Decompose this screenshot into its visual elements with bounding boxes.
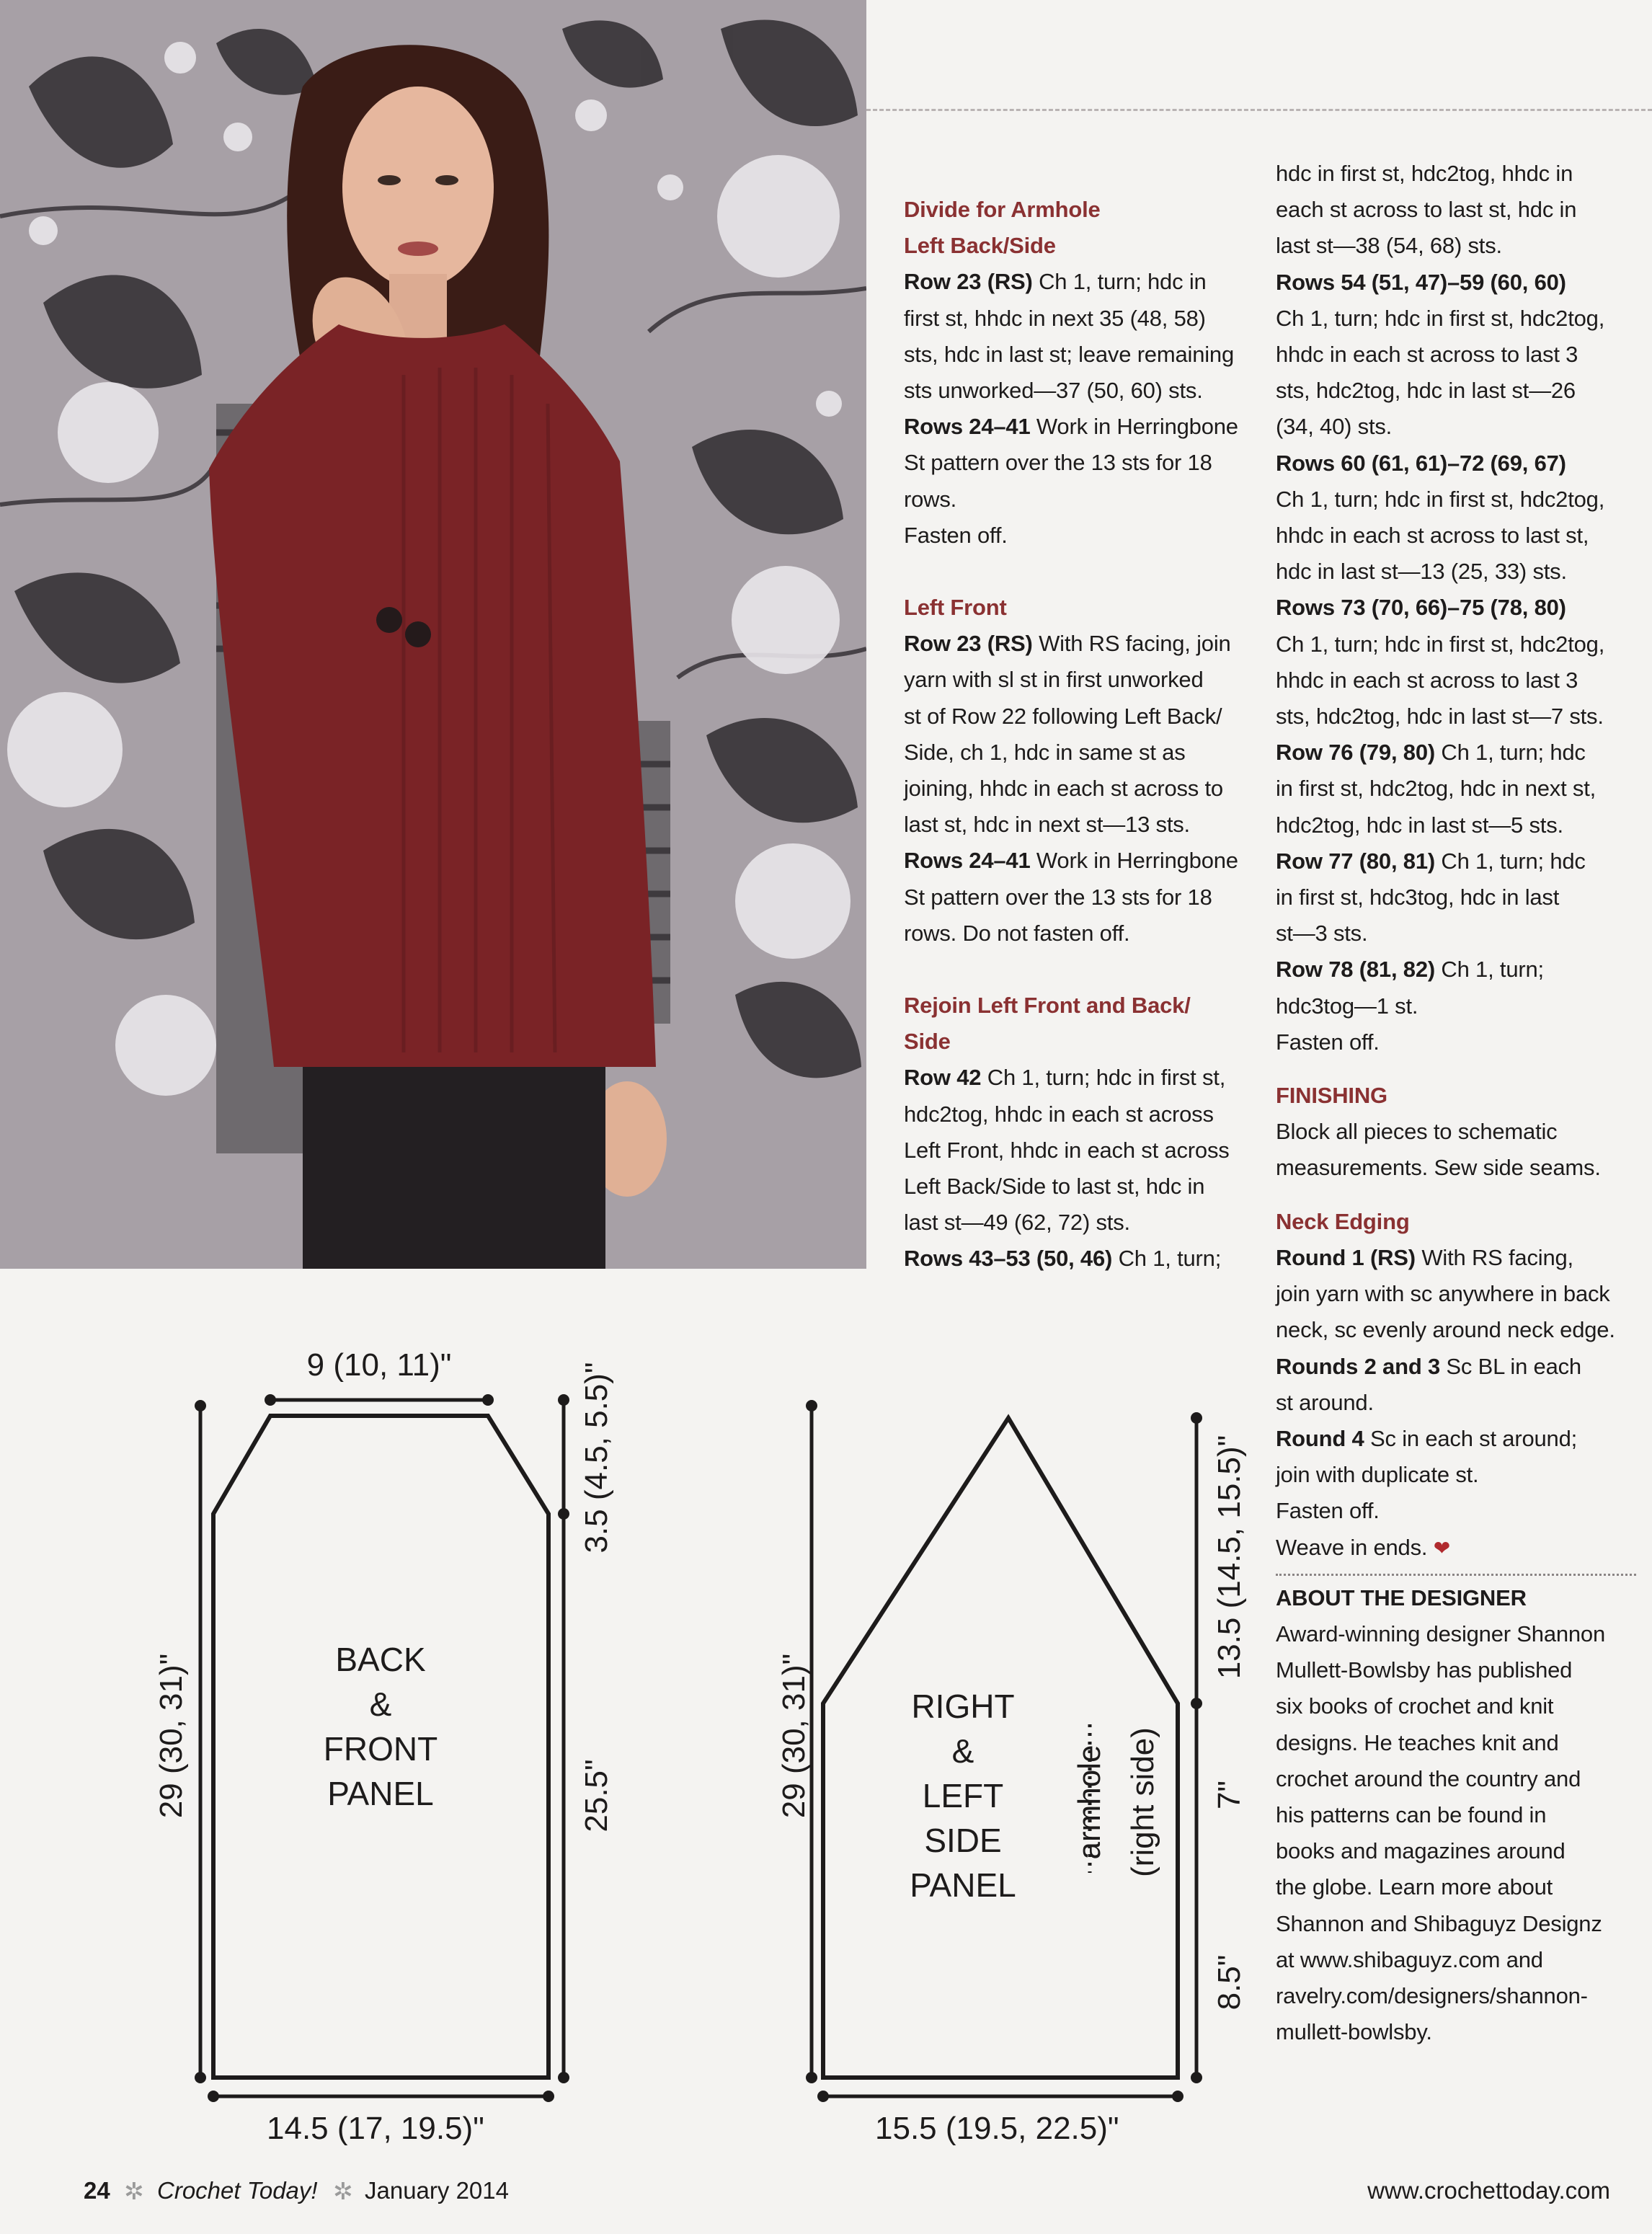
instruction-line: sts unworked—37 (50, 60) sts.: [904, 378, 1203, 404]
instruction-line: Fasten off.: [904, 522, 1008, 548]
instruction-line: hdc2tog, hhdc in each st across: [904, 1101, 1214, 1127]
row-label: Rows 60 (61, 61)–72 (69, 67): [1276, 450, 1566, 476]
instruction-line: hdc in last st—13 (25, 33) sts.: [1276, 559, 1567, 585]
instruction-line: Row 77 (80, 81) Ch 1, turn; hdc: [1276, 848, 1586, 874]
designer-line: mullett-bowlsby.: [1276, 2019, 1432, 2045]
instruction-line: rows.: [904, 486, 957, 512]
visible-schematic: [0, 1269, 866, 2134]
instruction-line: st around.: [1276, 1389, 1374, 1415]
instruction-line: Side, ch 1, hdc in same st as: [904, 739, 1186, 765]
side-panel-schematic: [793, 1269, 1254, 2134]
instruction-line: Fasten off.: [1276, 1498, 1380, 1524]
side-top-dim-label: 13.5 (14.5, 15.5)": [1212, 1435, 1247, 1680]
instruction-line: Rows 24–41 Work in Herringbone: [904, 848, 1238, 874]
dim-point: [1191, 1698, 1202, 1709]
heading-rejoin: Rejoin Left Front and Back/: [904, 993, 1191, 1019]
gear-icon: ✲: [124, 2178, 144, 2204]
heading-left-front: Left Front: [904, 595, 1007, 621]
side-bottom-width-label: 15.5 (19.5, 22.5)": [875, 2111, 1119, 2146]
dim-point: [195, 1400, 206, 1411]
heading-divide-armhole: Divide for Armhole: [904, 197, 1101, 222]
instruction-line: each st across to last st, hdc in: [1276, 197, 1577, 223]
instruction-line: last st—38 (54, 68) sts.: [1276, 233, 1502, 259]
instruction-line: Row 76 (79, 80) Ch 1, turn; hdc: [1276, 740, 1586, 766]
armhole-sub-label: (right side): [1125, 1727, 1160, 1877]
armhole-label: armhole: [1072, 1745, 1107, 1860]
side-label-1: RIGHT: [911, 1688, 1015, 1725]
website-link[interactable]: www.crochettoday.com: [1367, 2177, 1610, 2204]
page-footer: [0, 2163, 1652, 2206]
row-label: Rows 54 (51, 47)–59 (60, 60): [1276, 269, 1566, 295]
instruction-line: Rows 43–53 (50, 46) Ch 1, turn;: [904, 1246, 1222, 1272]
side-height-label-svg: [764, 1269, 822, 2134]
designer-line: his patterns can be found in: [1276, 1801, 1547, 1827]
instruction-line: Ch 1, turn; hdc in first st, hdc2tog,: [1276, 305, 1605, 331]
side-lower-dim-label: 8.5": [1212, 1954, 1247, 2011]
designer-divider: [1276, 1574, 1636, 1576]
instruction-line: Fasten off.: [1276, 1029, 1380, 1055]
designer-line: designs. He teaches knit and: [1276, 1729, 1559, 1755]
back-height: 29 (30, 31)": [154, 1653, 189, 1819]
instruction-line: Row 78 (81, 82) Ch 1, turn;: [1276, 957, 1544, 983]
instruction-line: last st—49 (62, 72) sts.: [904, 1210, 1130, 1236]
heading-about-designer: ABOUT THE DESIGNER: [1276, 1584, 1527, 1610]
instruction-line: joining, hhdc in each st across to: [904, 776, 1223, 802]
instruction-line: St pattern over the 13 sts for 18: [904, 450, 1212, 476]
back-side-length: 25.5": [579, 1759, 614, 1832]
instruction-line: st—3 sts.: [1276, 921, 1368, 947]
instruction-line: in first st, hdc2tog, hdc in next st,: [1276, 776, 1597, 802]
instruction-line: Ch 1, turn; hdc in first st, hdc2tog,: [1276, 631, 1605, 657]
dim-point: [1172, 2091, 1184, 2102]
instruction-line: sts, hdc in last st; leave remaining: [904, 341, 1235, 367]
side-label-4: SIDE: [924, 1822, 1002, 1859]
heading-rejoin-cont: Side: [904, 1029, 951, 1055]
dim-point: [543, 2091, 554, 2102]
designer-line: ravelry.com/designers/shannon-: [1276, 1982, 1588, 2008]
row-label: Rows 73 (70, 66)–75 (78, 80): [1276, 595, 1566, 621]
instruction-line: Rows 24–41 Work in Herringbone: [904, 414, 1238, 440]
instruction-line: in first st, hdc3tog, hdc in last: [1276, 885, 1560, 910]
instruction-line: Left Front, hhdc in each st across: [904, 1137, 1230, 1163]
instruction-line: hdc in first st, hdc2tog, hhdc in: [1276, 161, 1573, 186]
designer-line: Mullett-Bowlsby has published: [1276, 1657, 1573, 1683]
designer-line: the globe. Learn more about: [1276, 1874, 1553, 1900]
designer-line: Award-winning designer Shannon: [1276, 1621, 1606, 1646]
dim-point: [558, 2072, 569, 2083]
instruction-line: hhdc in each st across to last 3: [1276, 667, 1578, 693]
dim-point: [208, 2091, 219, 2102]
back-top-width: 9 (10, 11)": [306, 1347, 452, 1383]
instruction-line: hdc2tog, hdc in last st—5 sts.: [1276, 812, 1563, 838]
instruction-line: Ch 1, turn; hdc in first st, hdc2tog,: [1276, 486, 1605, 512]
dim-point: [558, 1394, 569, 1406]
instruction-line: hhdc in each st across to last 3: [1276, 342, 1578, 368]
instruction-line: first st, hhdc in next 35 (48, 58): [904, 305, 1206, 331]
side-label-3: LEFT: [922, 1777, 1004, 1814]
instruction-line: rows. Do not fasten off.: [904, 920, 1130, 946]
pattern-column-2: [1276, 156, 1636, 2050]
heading-left-back-side: Left Back/Side: [904, 233, 1056, 259]
side-height-label: 29 (30, 31)": [776, 1653, 812, 1819]
instruction-line: st of Row 22 following Left Back/: [904, 703, 1222, 729]
back-label-2: &: [369, 1685, 392, 1723]
heading-finishing: FINISHING: [1276, 1083, 1387, 1109]
instruction-line: measurements. Sew side seams.: [1276, 1155, 1601, 1181]
instruction-line: hhdc in each st across to last st,: [1276, 523, 1589, 549]
designer-line: Shannon and Shibaguyz Designz: [1276, 1910, 1602, 1936]
instruction-line: Left Back/Side to last st, hdc in: [904, 1174, 1205, 1200]
instruction-line: Row 23 (RS) Ch 1, turn; hdc in: [904, 269, 1207, 295]
issue-date: January 2014: [365, 2177, 509, 2204]
dim-point: [1191, 2072, 1202, 2083]
instruction-line: Row 23 (RS) With RS facing, join: [904, 631, 1231, 657]
pattern-column-1: [904, 192, 1264, 1277]
page-number: 24: [84, 2177, 110, 2204]
dim-point: [1191, 1412, 1202, 1424]
dim-point: [482, 1394, 494, 1406]
dim-point: [265, 1394, 276, 1406]
back-label-1: BACK: [335, 1641, 426, 1678]
instruction-line: Rounds 2 and 3 Sc BL in each: [1276, 1353, 1581, 1379]
instruction-line: Round 1 (RS) With RS facing,: [1276, 1244, 1573, 1270]
instruction-line: (34, 40) sts.: [1276, 414, 1393, 440]
heading-neck-edging: Neck Edging: [1276, 1208, 1410, 1234]
back-neck-depth: 3.5 (4.5, 5.5)": [579, 1362, 614, 1553]
dim-point: [195, 2072, 206, 2083]
side-label-2: &: [951, 1732, 974, 1770]
instruction-line: Round 4 Sc in each st around;: [1276, 1425, 1578, 1451]
instruction-line: last st, hdc in next st—13 sts.: [904, 812, 1190, 838]
back-bottom-width-label: 14.5 (17, 19.5)": [267, 2111, 484, 2146]
side-armhole-dim-label: 7": [1212, 1780, 1247, 1810]
designer-line: books and magazines around: [1276, 1838, 1566, 1864]
instruction-line: hdc3tog—1 st.: [1276, 993, 1418, 1019]
section-divider: [866, 109, 1652, 111]
instruction-line: St pattern over the 13 sts for 18: [904, 884, 1212, 910]
designer-line: at www.shibaguyz.com and: [1276, 1946, 1543, 1972]
instruction-line: Block all pieces to schematic: [1276, 1119, 1558, 1145]
back-label-3: FRONT: [323, 1730, 438, 1768]
instruction-line: Weave in ends. ❤: [1276, 1534, 1450, 1560]
instruction-line: Row 42 Ch 1, turn; hdc in first st,: [904, 1065, 1226, 1091]
instruction-line: yarn with sl st in first unworked: [904, 667, 1204, 693]
designer-line: six books of crochet and knit: [1276, 1693, 1554, 1719]
designer-line: crochet around the country and: [1276, 1765, 1581, 1791]
side-label-5: PANEL: [910, 1866, 1016, 1904]
instruction-line: neck, sc evenly around neck edge.: [1276, 1317, 1615, 1343]
instruction-line: join yarn with sc anywhere in back: [1276, 1281, 1610, 1307]
model-photo: [0, 0, 866, 1269]
magazine-name: Crochet Today!: [157, 2177, 318, 2204]
back-label-4: PANEL: [327, 1775, 434, 1812]
instruction-line: sts, hdc2tog, hdc in last st—7 sts.: [1276, 704, 1604, 730]
instruction-line: join with duplicate st.: [1276, 1462, 1479, 1488]
heart-icon: ❤: [1433, 1536, 1450, 1559]
gear-icon: ✲: [333, 2178, 353, 2204]
instruction-line: sts, hdc2tog, hdc in last st—26: [1276, 378, 1576, 404]
